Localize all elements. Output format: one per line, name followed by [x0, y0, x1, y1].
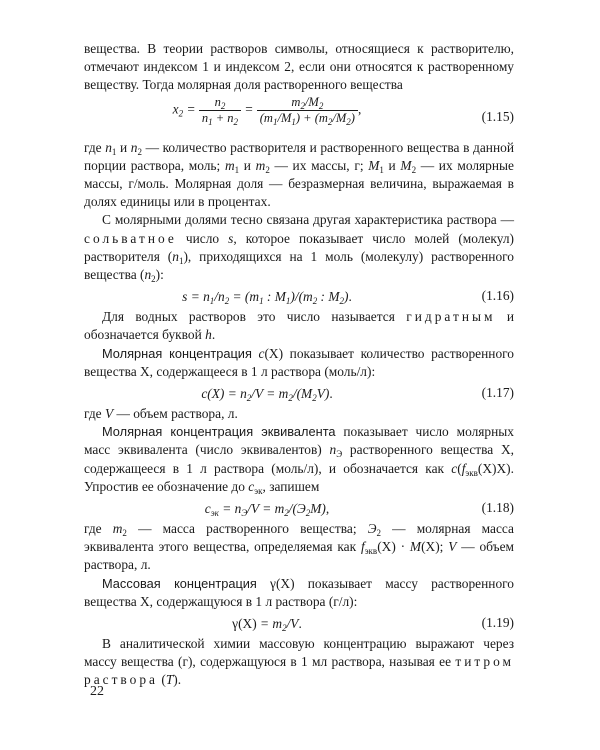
paragraph-definitions: где $n_1$ и $n_2$ — количество растворителя и растворенного вещества в данной порции раствора, моль; $m_1$ и $m_2$ — их массы, г; $M_1$ и $M_2$ — их молярные массы, г/моль. Молярная доля — безразмерная величина, выражаемая в долях единицы или в процентах. [84, 139, 514, 210]
paragraph-hydrate-number: Для водных растворов это число называется гидратным и обозначается буквой h. [84, 309, 515, 343]
paragraph-equivalent-mass: где $m_2$ — масса растворенного вещества; $Э_2$ — молярная масса эквивалента этого вещества, определяемая как $f_{экв}(X) \cdot M(X)$; V — объем раствора, л. [84, 521, 514, 573]
equation-1-17: $c(X) = n_2/V = m_2/(M_2V)$. (1.17) [201, 385, 514, 403]
equation-1-19: $\gamma(X) = m_2/V$. (1.19) [232, 615, 514, 633]
page-number: 22 [90, 684, 104, 699]
paragraph-equivalent-concentration: Молярная концентрация эквивалента показывает число молярных масс эквивалента (число эквивалентов) $n_Э$ растворенного вещества X, содержащееся в 1 л раствора (моль/л), и обозначается как $c(f_{экв}(X)X)$. Упростив ее обозначение до $c_{эк}$, запишем [84, 424, 514, 496]
equation-number: (1.19) [481, 615, 514, 631]
equation-1-16: $s = n_1/n_2 = (m_1$ : $M_1)/(m_2$ : $M_2$). (1.16) [182, 288, 514, 307]
equation-number: (1.15) [481, 108, 514, 124]
equation-1-15: $x_2$ = $\frac{n_2}{n_1 + n_2}$ = $\frac{m_2/M_2}{(m_1/M_1) + (m_2/M_2)}$ , (1.15) [172, 94, 514, 127]
equation-number: (1.16) [481, 288, 514, 304]
paragraph-mass-concentration: Массовая концентрация γ(X) показывает массу растворенного вещества X, содержащуюся в 1 л раствора (г/л): [84, 575, 514, 609]
paragraph-solvate-number: С молярными долями тесно связана другая характеристика раствора — сольватное число s, которое показывает число молей (молекул) растворителя $(n_1)$, приходящихся на 1 моль (молекулу) растворенного вещества $(n_2)$: [84, 212, 514, 285]
paragraph-volume: где V — объем раствора, л. [84, 406, 238, 422]
paragraph-titer: В аналитической химии массовую концентрацию выражают через массу вещества (г), содержащуюся в 1 мл раствора, называя ее титром раствора (T). [84, 636, 514, 688]
paragraph-molar-concentration: Молярная концентрация c(X) показывает количество растворенного вещества X, содержащееся в 1 л раствора (моль/л): [84, 345, 514, 379]
equation-1-18: $c_{эк} = n_Э/V = m_2/(Э_2M)$, (1.18) [204, 500, 514, 518]
equation-number: (1.18) [481, 500, 514, 516]
equation-number: (1.17) [481, 385, 514, 401]
paragraph-intro: вещества. В теории растворов символы, относящиеся к растворителю, отмечают индексом 1 и индексом 2, если они относятся к растворенному веществу. Тогда молярная доля растворенного вещества [84, 41, 514, 93]
page-content [84, 40, 514, 690]
